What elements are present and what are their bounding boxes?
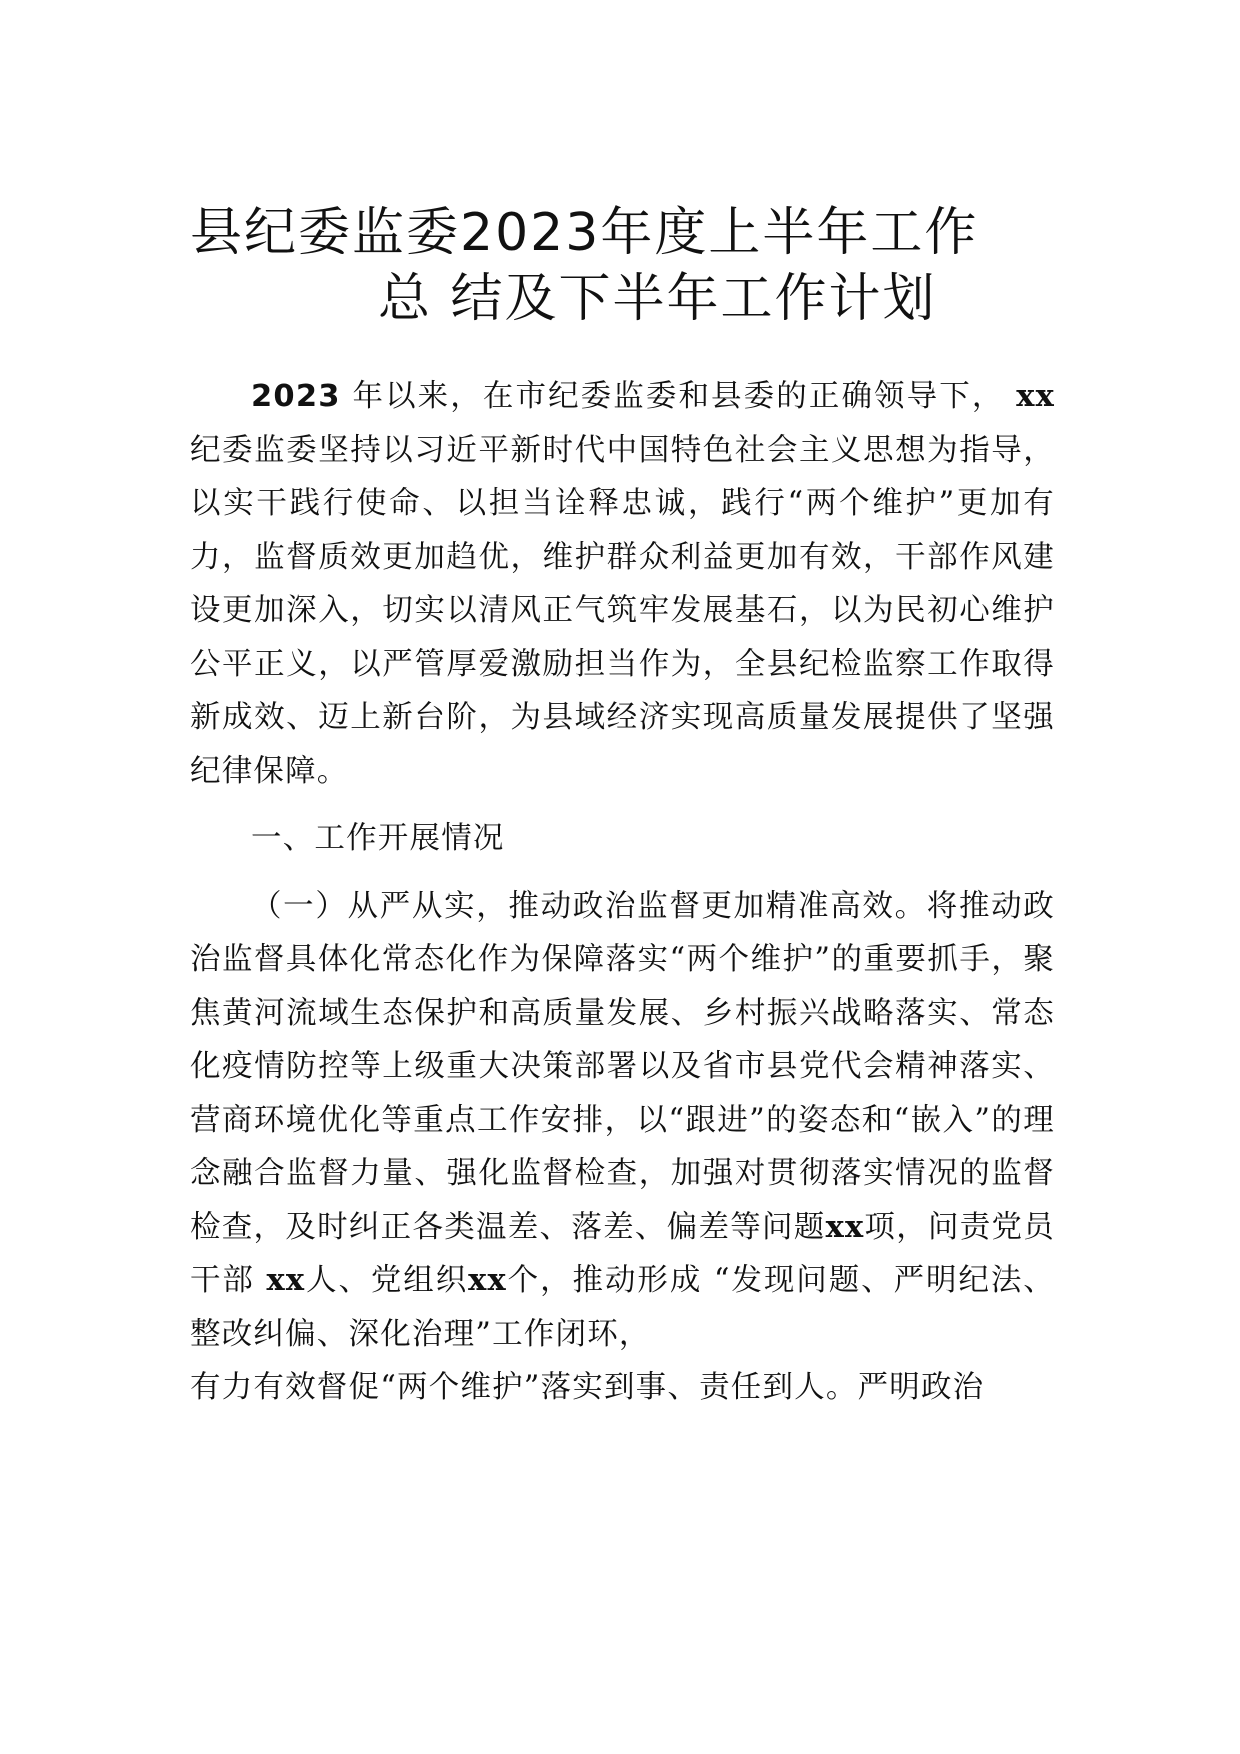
- intro-placeholder: xx: [1016, 378, 1055, 414]
- title-line-2: 总 结及下半年工作计划: [378, 269, 937, 329]
- intro-paragraph: [190, 370, 1055, 798]
- section1-paragraph-1: [190, 880, 1055, 1362]
- section1-paragraph-2: 有力有效督促“两个维护”落实到事、责任到人。严明政治: [190, 1370, 985, 1405]
- intro-text-b: 纪委监委坚持以习近平新时代中国特色社会主义思想为指导，以实干践行使命、以担当诠释忠诚，践行“两个维护”更加有力，监督质效更加趋优，维护群众利益更加有效，干部作风建设更加深入，切实以清风正气筑牢发展基石，以为民初心维护公平正义，以严管厚爱激励担当作为，全县纪检监察工作取得新成效、迈上新台阶，为县域经济实现高质量发展提供了坚强纪律保障。: [190, 432, 1055, 789]
- s1p1-text-3: 人、党组织: [305, 1263, 469, 1298]
- intro-text-a: 年以来，在市纪委监委和县委的正确领导下，: [340, 379, 1017, 414]
- s1p1-text-1: （一）从严从实，推动政治监督更加精准高效。将推动政治监督具体化常态化作为保障落实“两个维护”的重要抓手，聚焦黄河流域生态保护和高质量发展、乡村振兴战略落实、常态化疫情防控等上级重大决策部署以及省市县党代会精神落实、营商环境优化等重点工作安排，以“跟进”的姿态和“嵌入”的理念融合监督力量、强化监督检查，加强对贯彻落实情况的监督检查，及时纠正各类温差、落差、偏差等问题: [190, 888, 1055, 1245]
- title-line-1: 县纪委监委2023年度上半年工作: [190, 203, 979, 263]
- s1p1-text-4: 个，推动形成 “发现问题、严明纪法、整改纠偏、深化治理”工作闭环，: [190, 1263, 1056, 1352]
- s1p1-placeholder-1: xx: [825, 1208, 865, 1245]
- document-title: [190, 200, 1090, 332]
- s1p1-placeholder-3: xx: [468, 1262, 507, 1298]
- s1p1-text-2: 项，问责党员干部: [190, 1209, 1056, 1298]
- document-body: [190, 370, 1055, 1415]
- section-heading-1: 一、工作开展情况: [251, 821, 505, 856]
- intro-year: 2023: [251, 379, 341, 414]
- s1p1-placeholder-2: xx: [266, 1262, 306, 1298]
